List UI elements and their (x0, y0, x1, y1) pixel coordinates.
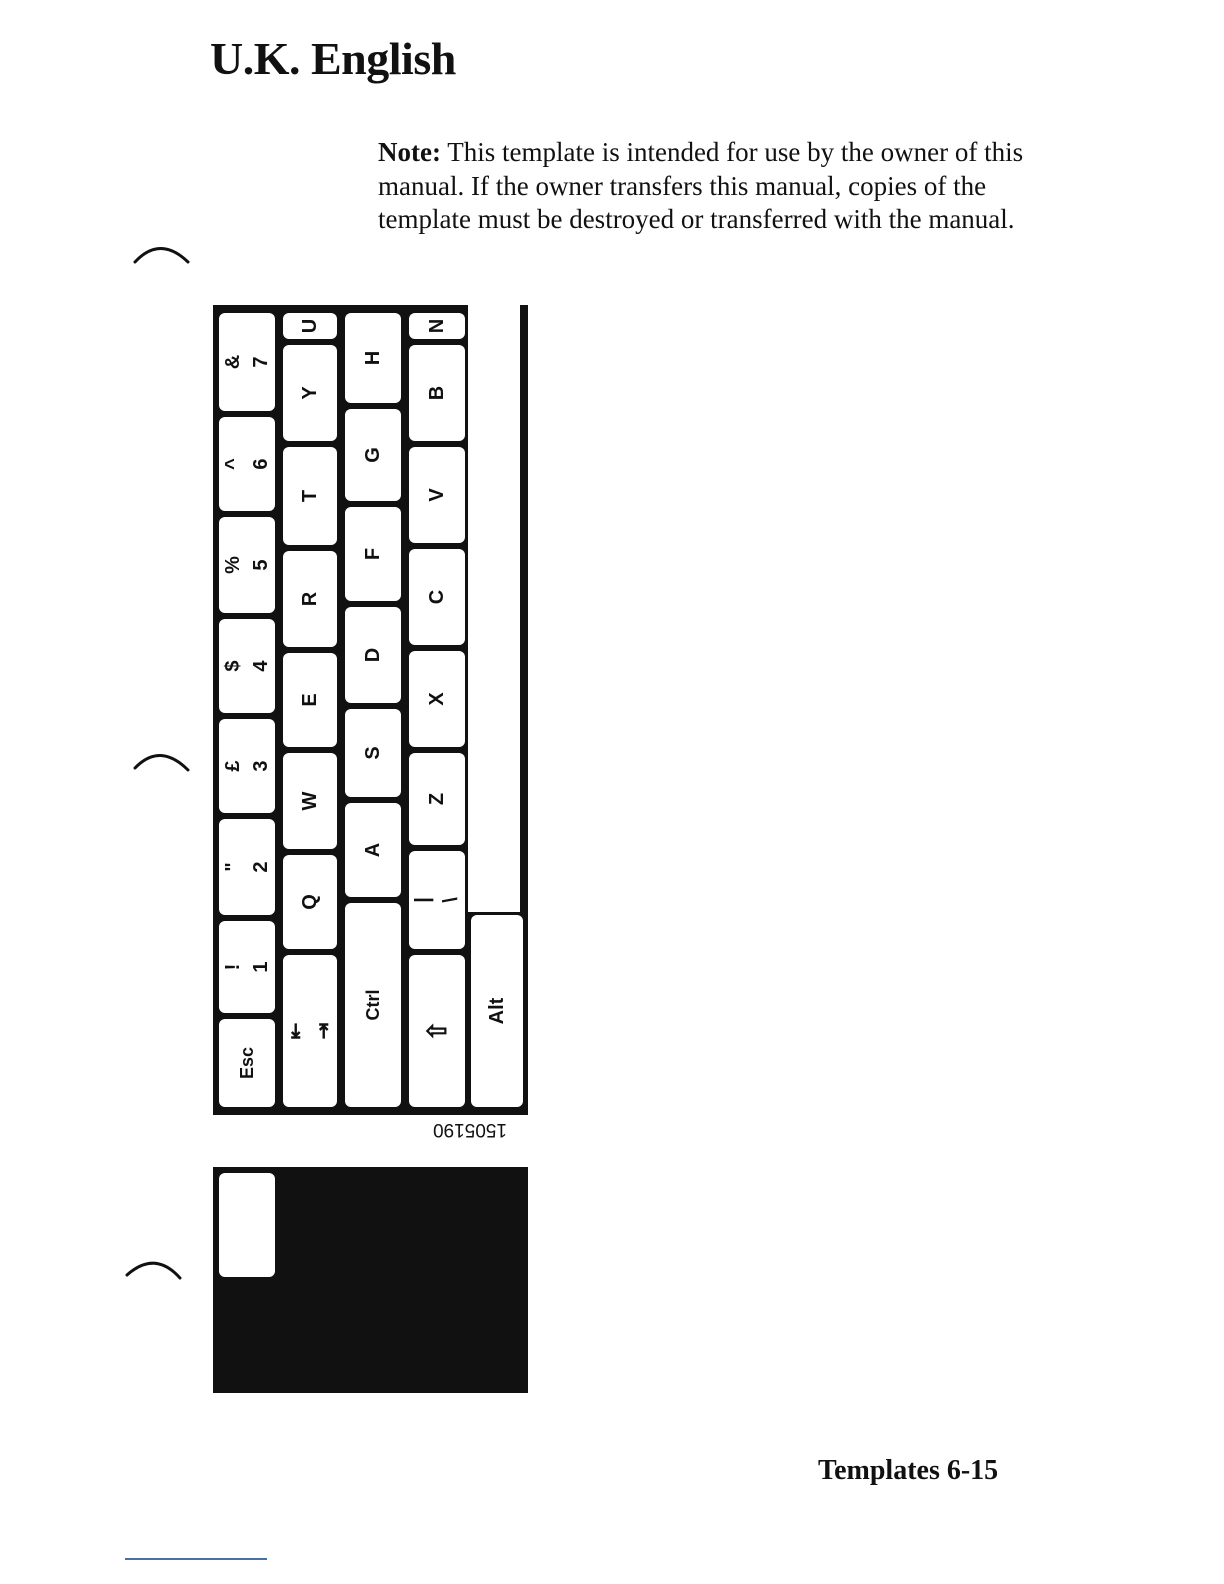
key-label: Q (299, 894, 321, 910)
key-label: ! (222, 963, 244, 971)
key-label: 7 (250, 356, 272, 368)
key-esc (219, 1019, 275, 1107)
key-label: £ (222, 760, 244, 772)
key-label: X (426, 692, 448, 706)
key-w (283, 753, 337, 849)
key-a (345, 803, 401, 897)
key-label: E (299, 693, 321, 707)
key-s (345, 709, 401, 797)
key-label: Z (426, 792, 448, 806)
key-e (283, 653, 337, 747)
key-label: A (362, 842, 384, 858)
key-alt (471, 915, 523, 1107)
key-tab (283, 955, 337, 1107)
key-label: Y (299, 386, 321, 400)
key-label: Alt (486, 997, 508, 1025)
key-h (345, 313, 401, 403)
key-u (283, 313, 337, 339)
key-d (345, 607, 401, 703)
key-label: U (299, 318, 321, 334)
key-5 (219, 517, 275, 613)
page-title: U.K. English (210, 33, 456, 84)
key-label: S (362, 746, 384, 760)
key-label: & (222, 354, 244, 370)
key-shift (409, 955, 465, 1107)
left-template-edge (520, 308, 526, 912)
key-label: B (426, 385, 448, 401)
key-label: Ctrl (363, 989, 383, 1021)
key-label: Esc (237, 1046, 257, 1080)
key-n (409, 313, 465, 339)
key-label: W (299, 791, 321, 811)
key-g (345, 409, 401, 501)
key-r (283, 551, 337, 647)
footer-rule (125, 1558, 267, 1560)
key-label: G (362, 447, 384, 463)
key-label: $ (222, 660, 244, 672)
key-f (345, 507, 401, 601)
key-label: 3 (250, 760, 272, 772)
key-label: T (299, 489, 321, 503)
key-label: ⇥ (313, 1022, 335, 1040)
key-label: 4 (250, 660, 272, 672)
key-label: V (426, 488, 448, 502)
key-label: R (299, 591, 321, 607)
key-label: 2 (250, 861, 272, 873)
key-label: 6 (250, 458, 272, 470)
key-undefined (219, 1173, 275, 1277)
key-label: ^ (222, 458, 244, 470)
note-label: Note: (378, 137, 441, 167)
key-label: \ (440, 897, 462, 903)
key-x (409, 651, 465, 747)
key-t (283, 447, 337, 545)
key-y (283, 345, 337, 441)
key-label: D (362, 647, 384, 663)
key-3 (219, 719, 275, 813)
key-v (409, 447, 465, 543)
key-1 (219, 921, 275, 1013)
key-label: ⇤ (285, 1022, 307, 1040)
key-ctrl (345, 903, 401, 1107)
key-label: ⇧ (422, 1020, 452, 1042)
figure-number: 1505190 (433, 1119, 507, 1140)
key-label: % (222, 556, 244, 574)
left-template-gap (468, 305, 520, 912)
key-label: N (426, 318, 448, 334)
key-label: 1 (250, 961, 272, 973)
key-c (409, 549, 465, 645)
key-q (283, 855, 337, 949)
key-label: 5 (250, 559, 272, 571)
key-label: C (426, 589, 448, 605)
key-4 (219, 619, 275, 713)
key-backslash (409, 851, 465, 949)
note-text: This template is intended for use by the owner of this manual. If the owner transfers this manual, copies of the template must be destroyed or transferred with the manual. (378, 137, 1024, 234)
key-label: " (222, 862, 244, 872)
key-6 (219, 417, 275, 511)
key-2 (219, 819, 275, 915)
key-z (409, 753, 465, 845)
page-footer: Templates 6-15 (818, 1455, 999, 1486)
key-label: F (362, 547, 384, 561)
key-label: | (412, 897, 434, 903)
key-7 (219, 313, 275, 411)
key-b (409, 345, 465, 441)
figure-number-group (433, 1119, 507, 1140)
key-label: H (362, 350, 384, 366)
keycap (219, 1173, 275, 1277)
